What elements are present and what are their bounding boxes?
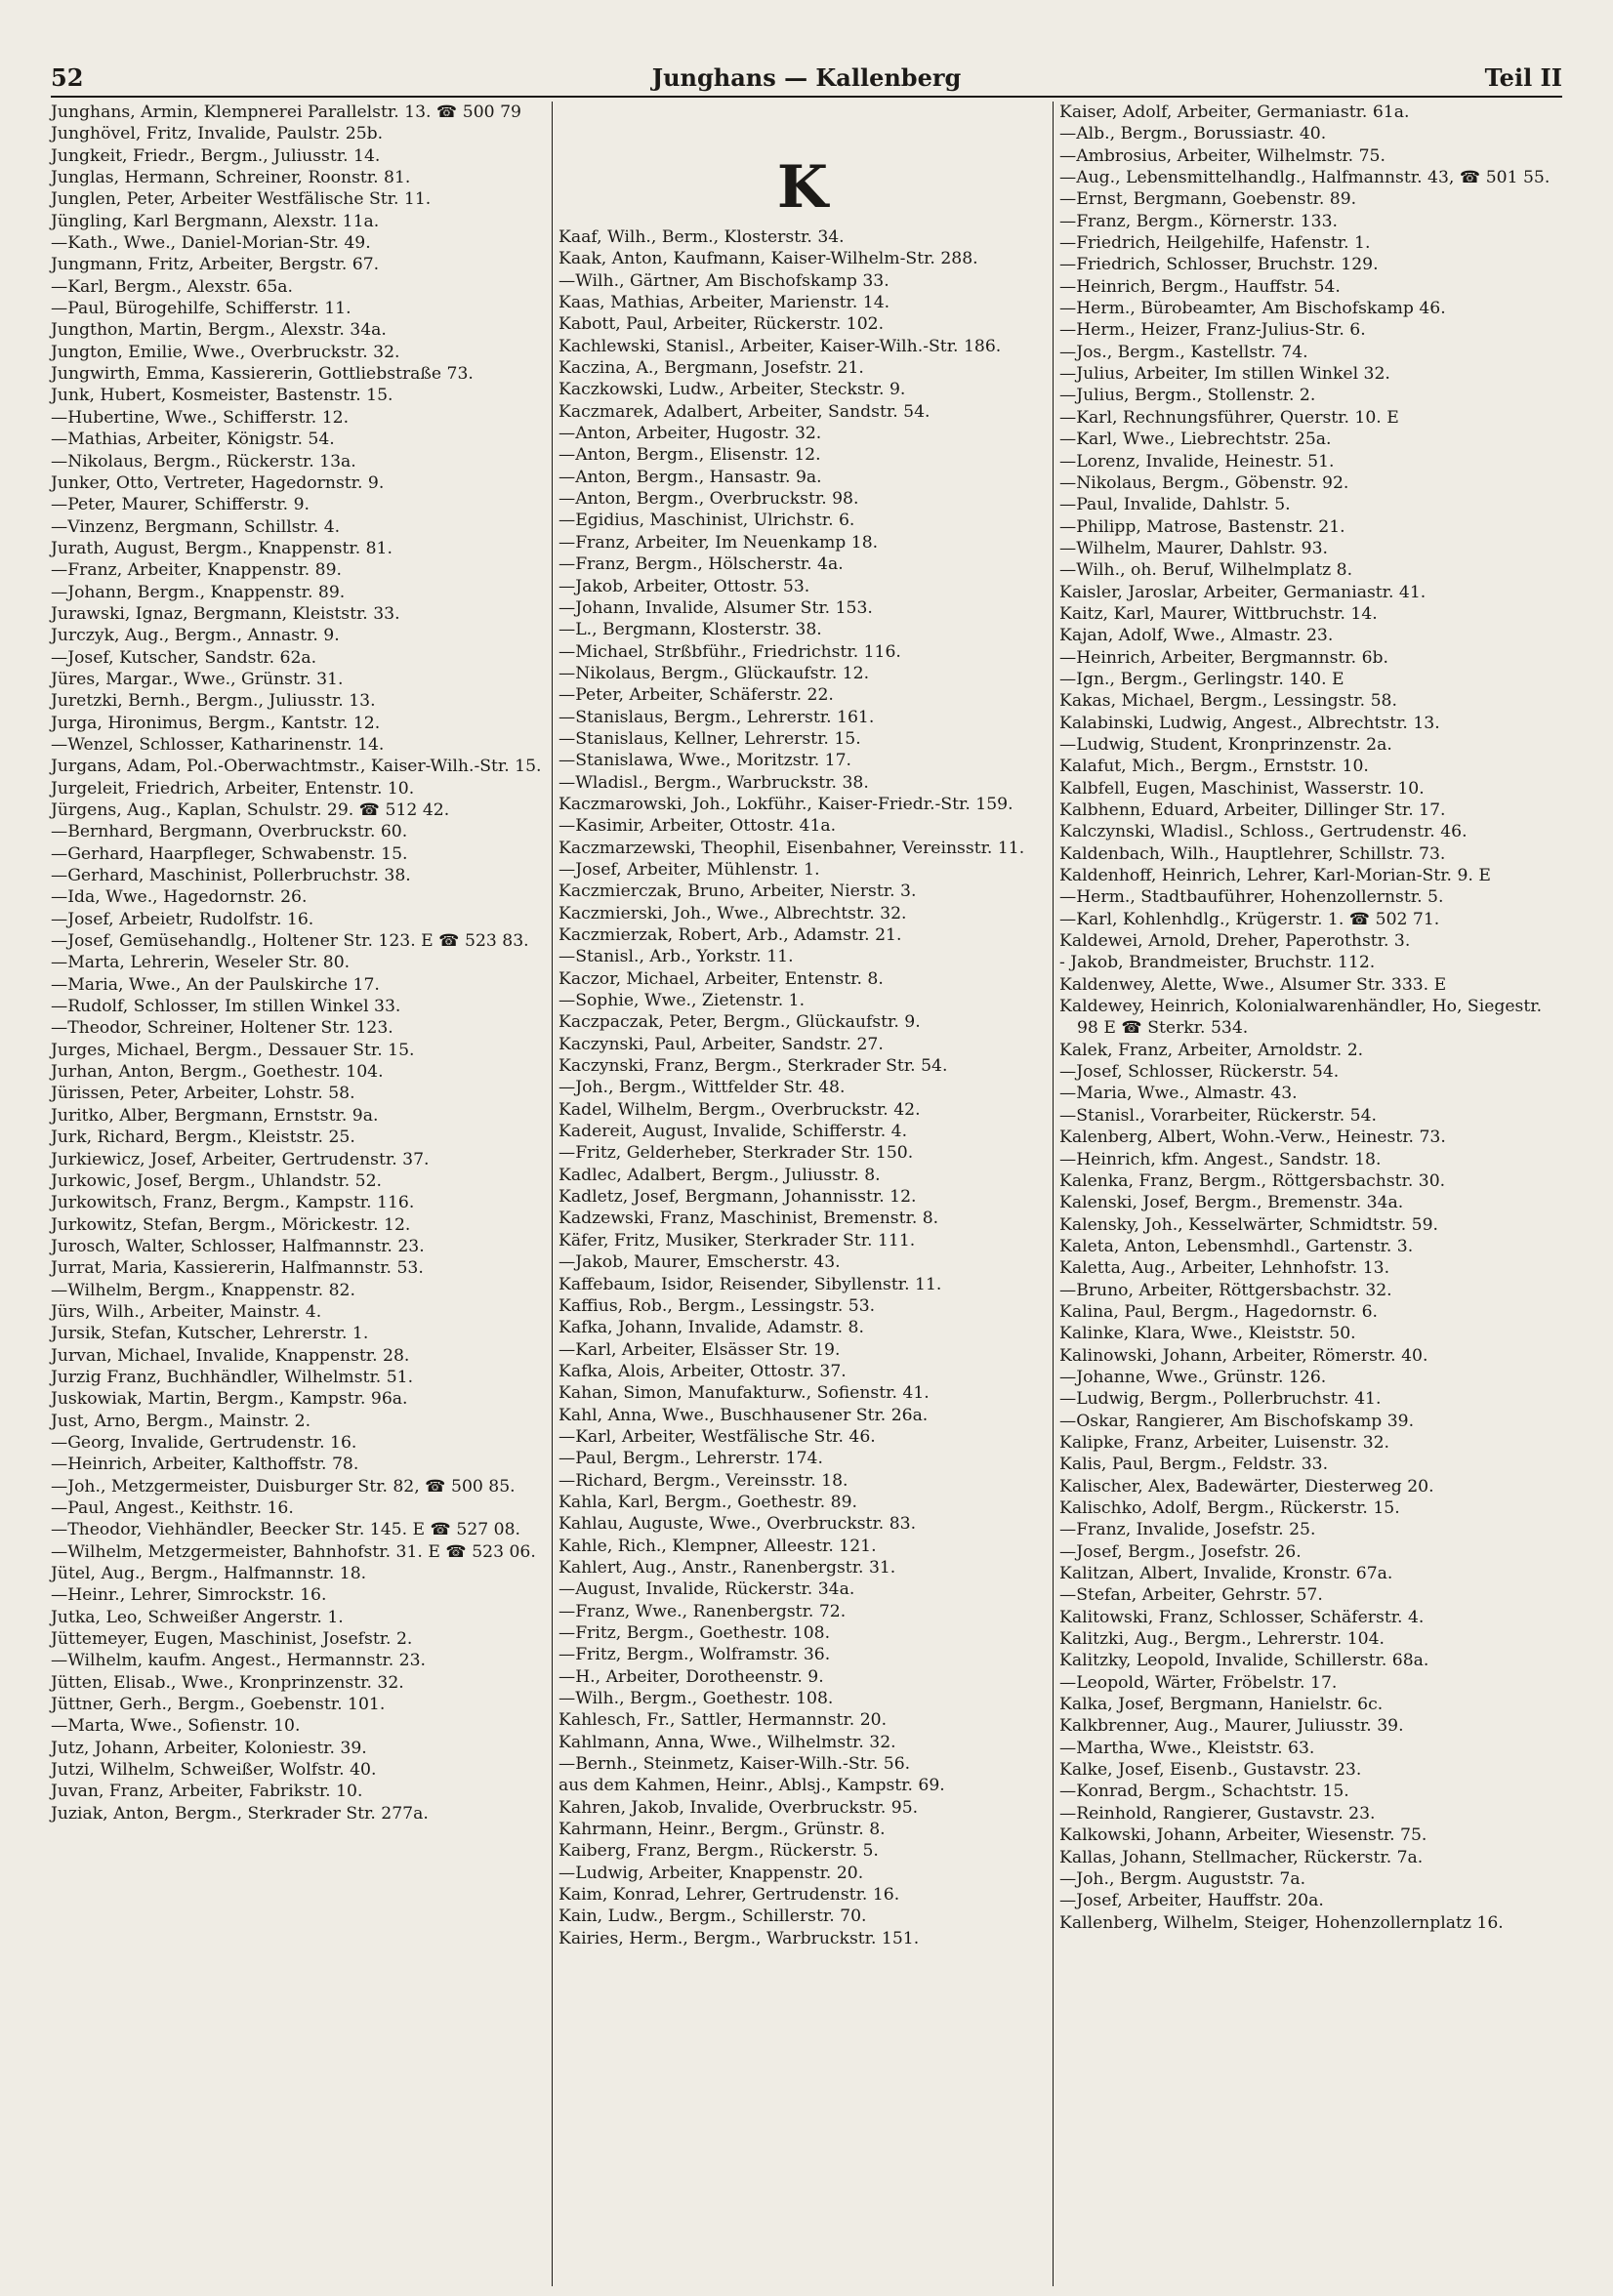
- directory-entry: Kalczynski, Wladisl., Schloss., Gertrudenstr. 46.: [1059, 822, 1468, 842]
- directory-entry: Kalipke, Franz, Arbeiter, Luisenstr. 32.: [1059, 1432, 1390, 1453]
- directory-entry: —Franz, Arbeiter, Knappenstr. 89.: [51, 560, 342, 581]
- directory-entry: —Gerhard, Maschinist, Pollerbruchstr. 38.: [51, 866, 411, 886]
- directory-entry: —Karl, Wwe., Liebrechtstr. 25a.: [1059, 430, 1332, 450]
- directory-entry: —Alb., Bergm., Borussiastr. 40.: [1059, 124, 1327, 144]
- directory-entry: Kachlewski, Stanisl., Arbeiter, Kaiser-Wilh.-Str. 186.: [558, 336, 1002, 356]
- directory-entry: —Maria, Wwe., An der Paulskirche 17.: [51, 974, 380, 995]
- directory-entry: —Heinrich, Arbeiter, Kalthoffstr. 78.: [51, 1455, 359, 1475]
- directory-entry: Kaczpaczak, Peter, Bergm., Glückaufstr. 9.: [558, 1012, 921, 1033]
- directory-entry: —Nikolaus, Bergm., Rückerstr. 13a.: [51, 451, 356, 472]
- directory-entry: —Joh., Bergm., Wittfelder Str. 48.: [558, 1078, 846, 1098]
- directory-entry: —Stanislawa, Wwe., Moritzstr. 17.: [558, 751, 852, 771]
- directory-entry: Kalinowski, Johann, Arbeiter, Römerstr. 40.: [1059, 1345, 1428, 1366]
- directory-entry: —Josef, Schlosser, Rückerstr. 54.: [1059, 1062, 1340, 1083]
- directory-entry: —Karl, Bergm., Alexstr. 65a.: [51, 276, 293, 297]
- directory-entry: Kaczmarek, Adalbert, Arbeiter, Sandstr. 54.: [558, 401, 931, 422]
- directory-entry: —Ludwig, Student, Kronprinzenstr. 2a.: [1059, 734, 1392, 755]
- directory-entry: —Jakob, Maurer, Emscherstr. 43.: [558, 1252, 841, 1273]
- running-title: Junghans — Kallenberg: [651, 63, 962, 92]
- directory-entry: Jurczyk, Aug., Bergm., Annastr. 9.: [51, 626, 340, 646]
- directory-entry: Kadlec, Adalbert, Bergm., Juliusstr. 8.: [558, 1165, 881, 1185]
- directory-entry: —Franz, Bergm., Körnerstr. 133.: [1059, 211, 1338, 231]
- directory-entry: —Kasimir, Arbeiter, Ottostr. 41a.: [558, 816, 837, 837]
- directory-entry: Kaczmierzak, Robert, Arb., Adamstr. 21.: [558, 925, 902, 945]
- directory-entry: Kaisler, Jaroslar, Arbeiter, Germaniastr. 41.: [1059, 582, 1427, 602]
- directory-entry: Jurzig Franz, Buchhändler, Wilhelmstr. 51.: [51, 1367, 414, 1387]
- directory-entry: —Stefan, Arbeiter, Gehrstr. 57.: [1059, 1585, 1323, 1606]
- directory-entry: —Leopold, Wärter, Fröbelstr. 17.: [1059, 1672, 1338, 1693]
- directory-entry: Jurga, Hironimus, Bergm., Kantstr. 12.: [51, 713, 381, 733]
- directory-entry: Kallenberg, Wilhelm, Steiger, Hohenzollernplatz 16.: [1059, 1912, 1504, 1933]
- directory-entry: Kaffius, Rob., Bergm., Lessingstr. 53.: [558, 1295, 876, 1316]
- directory-entry: —Wilhelm, Maurer, Dahlstr. 93.: [1059, 538, 1328, 558]
- section-letter-block: [558, 102, 1047, 226]
- directory-entry: —Ludwig, Bergm., Pollerbruchstr. 41.: [1059, 1389, 1382, 1410]
- directory-entry: —Bruno, Arbeiter, Röttgersbachstr. 32.: [1059, 1280, 1392, 1300]
- directory-entry: —Maria, Wwe., Almastr. 43.: [1059, 1084, 1298, 1104]
- directory-entry: Jütten, Elisab., Wwe., Kronprinzenstr. 32.: [51, 1672, 404, 1693]
- directory-entry: —Karl, Kohlenhdlg., Krügerstr. 1. ☎ 502 71.: [1059, 909, 1440, 929]
- directory-entry: Junk, Hubert, Kosmeister, Bastenstr. 15.: [51, 386, 393, 406]
- directory-entry: Kalka, Josef, Bergmann, Hanielstr. 6c.: [1059, 1695, 1384, 1715]
- directory-entry: —H., Arbeiter, Dorotheenstr. 9.: [558, 1666, 824, 1687]
- directory-entry: —Ambrosius, Arbeiter, Wilhelmstr. 75.: [1059, 145, 1386, 166]
- directory-entry: Kaldenwey, Alette, Wwe., Alsumer Str. 333. E: [1059, 974, 1447, 995]
- directory-entry: —Josef, Kutscher, Sandstr. 62a.: [51, 647, 317, 668]
- directory-entry: Jutz, Johann, Arbeiter, Koloniestr. 39.: [51, 1738, 367, 1758]
- directory-entry: Kahlau, Auguste, Wwe., Overbruckstr. 83.: [558, 1514, 917, 1535]
- directory-entry: Jungthon, Martin, Bergm., Alexstr. 34a.: [51, 320, 387, 341]
- directory-entry: —Ign., Bergm., Gerlingstr. 140. E: [1059, 669, 1344, 689]
- directory-entry: Kalis, Paul, Bergm., Feldstr. 33.: [1059, 1455, 1329, 1475]
- directory-entry: —Bernhard, Bergmann, Overbruckstr. 60.: [51, 822, 408, 842]
- directory-entry: Kalischer, Alex, Badewärter, Diesterweg 20.: [1059, 1476, 1434, 1496]
- directory-entry: —Stanislaus, Bergm., Lehrerstr. 161.: [558, 707, 875, 727]
- directory-entry: —Gerhard, Haarpfleger, Schwabenstr. 15.: [51, 843, 408, 864]
- directory-entry: Kafka, Alois, Arbeiter, Ottostr. 37.: [558, 1361, 847, 1381]
- directory-entry: Kadel, Wilhelm, Bergm., Overbruckstr. 42.: [558, 1099, 921, 1120]
- directory-entry: —Julius, Arbeiter, Im stillen Winkel 32.: [1059, 364, 1390, 385]
- directory-entry: —Josef, Gemüsehandlg., Holtener Str. 123. E ☎ 523 83.: [51, 931, 529, 952]
- column-3: [1059, 102, 1562, 1934]
- directory-entry: Jurkowic, Josef, Bergm., Uhlandstr. 52.: [51, 1170, 382, 1191]
- directory-entry: Kalenski, Josef, Bergm., Bremenstr. 34a.: [1059, 1193, 1404, 1213]
- directory-entry: —Herm., Heizer, Franz-Julius-Str. 6.: [1059, 320, 1366, 341]
- directory-entry: Kaczynski, Franz, Bergm., Sterkrader Str. 54.: [558, 1056, 948, 1077]
- directory-entry: —Martha, Wwe., Kleiststr. 63.: [1059, 1738, 1315, 1758]
- directory-entry: —Franz, Invalide, Josefstr. 25.: [1059, 1520, 1316, 1540]
- directory-entry: Kalkowski, Johann, Arbeiter, Wiesenstr. 75.: [1059, 1825, 1427, 1846]
- directory-entry: Junglas, Hermann, Schreiner, Roonstr. 81.: [51, 168, 411, 188]
- directory-entry: Kaldenhoff, Heinrich, Lehrer, Karl-Morian-Str. 9. E: [1059, 866, 1491, 886]
- directory-entry: —Fritz, Bergm., Wolframstr. 36.: [558, 1645, 831, 1665]
- directory-entry: —Anton, Bergm., Overbruckstr. 98.: [558, 489, 859, 510]
- directory-entry: Juziak, Anton, Bergm., Sterkrader Str. 277a.: [51, 1803, 429, 1824]
- directory-entry: Kahlert, Aug., Anstr., Ranenbergstr. 31.: [558, 1557, 896, 1578]
- directory-entry: Kaaf, Wilh., Berm., Klosterstr. 34.: [558, 227, 845, 247]
- directory-entry: Jurath, August, Bergm., Knappenstr. 81.: [51, 538, 393, 558]
- directory-entry: —Johann, Bergm., Knappenstr. 89.: [51, 582, 346, 602]
- directory-entry: Kahren, Jakob, Invalide, Overbruckstr. 95.: [558, 1797, 919, 1818]
- directory-entry: —Friedrich, Schlosser, Bruchstr. 129.: [1059, 255, 1379, 275]
- directory-entry: Käfer, Fritz, Musiker, Sterkrader Str. 111.: [558, 1230, 916, 1250]
- directory-entry: Jüttner, Gerh., Bergm., Goebenstr. 101.: [51, 1695, 386, 1715]
- directory-entry: —Friedrich, Heilgehilfe, Hafenstr. 1.: [1059, 233, 1371, 254]
- directory-entry: Kadletz, Josef, Bergmann, Johannisstr. 12.: [558, 1187, 917, 1208]
- directory-entry: —Joh., Bergm. Auguststr. 7a.: [1059, 1868, 1306, 1889]
- directory-entry: Jurgeleit, Friedrich, Arbeiter, Entenstr. 10.: [51, 778, 415, 799]
- column-divider: [552, 102, 553, 2286]
- directory-entry: —Paul, Invalide, Dahlstr. 5.: [1059, 495, 1291, 515]
- directory-entry: Kalke, Josef, Eisenb., Gustavstr. 23.: [1059, 1760, 1362, 1781]
- directory-entry: Kairies, Herm., Bergm., Warbruckstr. 151.: [558, 1928, 920, 1948]
- directory-entry: —Stanisl., Vorarbeiter, Rückerstr. 54.: [1059, 1105, 1378, 1126]
- directory-entry: —Franz, Wwe., Ranenbergstr. 72.: [558, 1601, 847, 1621]
- directory-entry: —Marta, Wwe., Sofienstr. 10.: [51, 1716, 301, 1737]
- directory-entry: —Wilh., oh. Beruf, Wilhelmplatz 8.: [1059, 560, 1353, 581]
- directory-entry: Kahlesch, Fr., Sattler, Hermannstr. 20.: [558, 1710, 888, 1731]
- directory-entry: —Wladisl., Bergm., Warbruckstr. 38.: [558, 772, 869, 793]
- directory-entry: Kalischko, Adolf, Bergm., Rückerstr. 15.: [1059, 1498, 1400, 1518]
- directory-entry: Jurkiewicz, Josef, Arbeiter, Gertrudenstr. 37.: [51, 1149, 430, 1169]
- directory-entry: Jurosch, Walter, Schlosser, Halfmannstr. 23.: [51, 1236, 425, 1256]
- directory-entry: Kaczmarzewski, Theophil, Eisenbahner, Vereinsstr. 11.: [558, 838, 1025, 858]
- column-1: [51, 102, 547, 1824]
- directory-entry: Jüres, Margar., Wwe., Grünstr. 31.: [51, 669, 344, 689]
- directory-entry: Kalitzki, Aug., Bergm., Lehrerstr. 104.: [1059, 1629, 1385, 1650]
- directory-entry: —Peter, Arbeiter, Schäferstr. 22.: [558, 685, 834, 706]
- directory-entry: —Joh., Metzgermeister, Duisburger Str. 82, ☎ 500 85.: [51, 1476, 516, 1496]
- directory-entry: —Franz, Arbeiter, Im Neuenkamp 18.: [558, 532, 879, 553]
- directory-entry: —Josef, Arbeiter, Hauffstr. 20a.: [1059, 1891, 1324, 1911]
- directory-entry: Kafka, Johann, Invalide, Adamstr. 8.: [558, 1318, 864, 1338]
- directory-entry: —Johann, Invalide, Alsumer Str. 153.: [558, 597, 873, 618]
- directory-entry: Kabott, Paul, Arbeiter, Rückerstr. 102.: [558, 314, 885, 335]
- directory-entry: —Peter, Maurer, Schifferstr. 9.: [51, 495, 310, 515]
- directory-entry: Kalitzky, Leopold, Invalide, Schillerstr. 68a.: [1059, 1651, 1429, 1671]
- directory-entry: Jurk, Richard, Bergm., Kleiststr. 25.: [51, 1128, 355, 1148]
- directory-entry: —Theodor, Schreiner, Holtener Str. 123.: [51, 1018, 393, 1039]
- directory-entry: Jursik, Stefan, Kutscher, Lehrerstr. 1.: [51, 1324, 369, 1344]
- directory-entry: —Josef, Arbeiter, Mühlenstr. 1.: [558, 859, 820, 880]
- directory-entry: Kaczina, A., Bergmann, Josefstr. 21.: [558, 358, 864, 379]
- directory-entry: —Nikolaus, Bergm., Göbenstr. 92.: [1059, 472, 1349, 493]
- directory-entry: —Richard, Bergm., Vereinsstr. 18.: [558, 1470, 848, 1491]
- directory-entry: Kalenka, Franz, Bergm., Röttgersbachstr. 30.: [1059, 1170, 1446, 1191]
- directory-entry: Jürs, Wilh., Arbeiter, Mainstr. 4.: [51, 1301, 322, 1322]
- directory-entry: —Heinrich, Bergm., Hauffstr. 54.: [1059, 276, 1341, 297]
- directory-entry: Kaldewei, Arnold, Dreher, Paperothstr. 3.: [1059, 931, 1411, 952]
- directory-entry: Just, Arno, Bergm., Mainstr. 2.: [51, 1411, 311, 1431]
- directory-entry: —Wilh., Bergm., Goethestr. 108.: [558, 1689, 834, 1709]
- directory-entry: —Karl, Arbeiter, Westfälische Str. 46.: [558, 1426, 876, 1447]
- directory-entry: —Karl, Arbeiter, Elsässer Str. 19.: [558, 1339, 841, 1360]
- directory-entry: Jürgens, Aug., Kaplan, Schulstr. 29. ☎ 512 42.: [51, 800, 450, 820]
- directory-entry: Kalina, Paul, Bergm., Hagedornstr. 6.: [1059, 1301, 1378, 1322]
- directory-entry: Juritko, Alber, Bergmann, Ernststr. 9a.: [51, 1105, 379, 1126]
- directory-entry: Jüngling, Karl Bergmann, Alexstr. 11a.: [51, 211, 380, 231]
- directory-entry: —Reinhold, Rangierer, Gustavstr. 23.: [1059, 1803, 1376, 1824]
- directory-entry: Junghans, Armin, Klempnerei Parallelstr. 13. ☎ 500 79: [51, 102, 521, 122]
- directory-entry: Jutzi, Wilhelm, Schweißer, Wolfstr. 40.: [51, 1760, 377, 1781]
- directory-entry: —Heinr., Lehrer, Simrockstr. 16.: [51, 1585, 327, 1606]
- directory-entry: —Konrad, Bergm., Schachtstr. 15.: [1059, 1782, 1349, 1802]
- directory-entry: Kaleta, Anton, Lebensmhdl., Gartenstr. 3.: [1059, 1236, 1414, 1256]
- directory-entry: Kalinke, Klara, Wwe., Kleiststr. 50.: [1059, 1324, 1356, 1344]
- column-2: [558, 102, 1047, 1949]
- directory-entry: —Egidius, Maschinist, Ulrichstr. 6.: [558, 511, 855, 531]
- directory-entry: Jurkowitsch, Franz, Bergm., Kampstr. 116.: [51, 1193, 415, 1213]
- directory-entry: —Jos., Bergm., Kastellstr. 74.: [1059, 342, 1308, 362]
- directory-entry: Kaiberg, Franz, Bergm., Rückerstr. 5.: [558, 1841, 879, 1862]
- directory-entry: —August, Invalide, Rückerstr. 34a.: [558, 1579, 855, 1600]
- directory-entry: Kadzewski, Franz, Maschinist, Bremenstr. 8.: [558, 1209, 939, 1229]
- page-number: 52: [51, 63, 84, 92]
- directory-entry: —Vinzenz, Bergmann, Schillstr. 4.: [51, 516, 341, 537]
- directory-entry: —Julius, Bergm., Stollenstr. 2.: [1059, 386, 1316, 406]
- directory-entry: Kalbhenn, Eduard, Arbeiter, Dillinger Str. 17.: [1059, 800, 1446, 820]
- directory-entry: Kaldenbach, Wilh., Hauptlehrer, Schillstr. 73.: [1059, 843, 1446, 864]
- directory-entry: —Fritz, Bergm., Goethestr. 108.: [558, 1623, 831, 1643]
- directory-entry: —Herm., Stadtbauführer, Hohenzollernstr. 5.: [1059, 887, 1444, 908]
- directory-entry: Jungwirth, Emma, Kassiererin, Gottliebstraße 73.: [51, 364, 474, 385]
- directory-entry: —Lorenz, Invalide, Heinestr. 51.: [1059, 451, 1335, 472]
- directory-entry: Kalek, Franz, Arbeiter, Arnoldstr. 2.: [1059, 1040, 1364, 1060]
- directory-entry: —Rudolf, Schlosser, Im stillen Winkel 33.: [51, 997, 401, 1017]
- directory-entry: Jurges, Michael, Bergm., Dessauer Str. 15.: [51, 1040, 415, 1060]
- directory-entry: Jungmann, Fritz, Arbeiter, Bergstr. 67.: [51, 255, 380, 275]
- directory-entry: Kaim, Konrad, Lehrer, Gertrudenstr. 16.: [558, 1885, 900, 1906]
- directory-entry: Kahrmann, Heinr., Bergm., Grünstr. 8.: [558, 1820, 886, 1840]
- directory-entry: Kaczkowski, Ludw., Arbeiter, Steckstr. 9.: [558, 380, 906, 400]
- directory-entry: —Josef, Bergm., Josefstr. 26.: [1059, 1541, 1302, 1562]
- directory-entry: —Paul, Bürogehilfe, Schifferstr. 11.: [51, 299, 352, 319]
- directory-entry: Kaczmierski, Joh., Wwe., Albrechtstr. 32.: [558, 903, 907, 923]
- directory-entry: Kaak, Anton, Kaufmann, Kaiser-Wilhelm-Str. 288.: [558, 249, 978, 269]
- directory-entry: —Johanne, Wwe., Grünstr. 126.: [1059, 1367, 1327, 1387]
- directory-entry: Kaas, Mathias, Arbeiter, Marienstr. 14.: [558, 293, 890, 313]
- directory-entry: Kalenberg, Albert, Wohn.-Verw., Heinestr. 73.: [1059, 1128, 1446, 1148]
- directory-entry: —Heinrich, Arbeiter, Bergmannstr. 6b.: [1059, 647, 1388, 668]
- directory-entry: Kaczmierczak, Bruno, Arbeiter, Nierstr. 3.: [558, 882, 917, 902]
- directory-entry: Kajan, Adolf, Wwe., Almastr. 23.: [1059, 626, 1334, 646]
- directory-entry: —Wilhelm, Metzgermeister, Bahnhofstr. 31. E ☎ 523 06.: [51, 1541, 536, 1562]
- directory-entry: Kain, Ludw., Bergm., Schillerstr. 70.: [558, 1906, 867, 1927]
- directory-entry: Jungton, Emilie, Wwe., Overbruckstr. 32.: [51, 342, 400, 362]
- directory-entry: Jungkeit, Friedr., Bergm., Juliusstr. 14.: [51, 145, 381, 166]
- directory-entry: —Hubertine, Wwe., Schifferstr. 12.: [51, 407, 350, 428]
- directory-entry: Kaiser, Adolf, Arbeiter, Germaniastr. 61a.: [1059, 102, 1410, 122]
- directory-entry: Kaczynski, Paul, Arbeiter, Sandstr. 27.: [558, 1034, 884, 1054]
- directory-entry: —Stanislaus, Kellner, Lehrerstr. 15.: [558, 728, 861, 749]
- directory-entry: Jurhan, Anton, Bergm., Goethestr. 104.: [51, 1062, 384, 1083]
- column-divider: [1053, 102, 1054, 2286]
- directory-entry: —Oskar, Rangierer, Am Bischofskamp 39.: [1059, 1411, 1415, 1431]
- directory-entry: —Bernh., Steinmetz, Kaiser-Wilh.-Str. 56.: [558, 1754, 911, 1775]
- directory-entry: Jurrat, Maria, Kassiererin, Halfmannstr. 53.: [51, 1258, 424, 1279]
- directory-entry: aus dem Kahmen, Heinr., Ablsj., Kampstr. 69.: [558, 1776, 945, 1796]
- directory-entry: Jurawski, Ignaz, Bergmann, Kleiststr. 33.: [51, 603, 400, 624]
- directory-entry: —Georg, Invalide, Gertrudenstr. 16.: [51, 1432, 357, 1453]
- directory-entry: —Wenzel, Schlosser, Katharinenstr. 14.: [51, 734, 385, 755]
- directory-entry: —Jakob, Arbeiter, Ottostr. 53.: [558, 576, 810, 596]
- directory-entry: —Theodor, Viehhändler, Beecker Str. 145. E ☎ 527 08.: [51, 1520, 521, 1540]
- directory-entry: —Anton, Bergm., Hansastr. 9a.: [558, 467, 822, 487]
- directory-entry: Kaczor, Michael, Arbeiter, Entenstr. 8.: [558, 968, 884, 989]
- directory-entry: —L., Bergmann, Klosterstr. 38.: [558, 620, 822, 640]
- directory-entry: Kahle, Rich., Klempner, Alleestr. 121.: [558, 1536, 877, 1556]
- directory-entry: —Paul, Angest., Keithstr. 16.: [51, 1498, 294, 1518]
- directory-entry: —Stanisl., Arb., Yorkstr. 11.: [558, 947, 794, 967]
- directory-entry: —Sophie, Wwe., Zietenstr. 1.: [558, 991, 806, 1011]
- directory-entry: Kalabinski, Ludwig, Angest., Albrechtstr. 13.: [1059, 713, 1440, 733]
- directory-entry: —Heinrich, kfm. Angest., Sandstr. 18.: [1059, 1149, 1382, 1169]
- directory-entry: Jurkowitz, Stefan, Bergm., Mörickestr. 12.: [51, 1214, 411, 1235]
- directory-entry: Juskowiak, Martin, Bergm., Kampstr. 96a.: [51, 1389, 408, 1410]
- directory-entry: Kalafut, Mich., Bergm., Ernststr. 10.: [1059, 757, 1369, 777]
- directory-entry: —Josef, Arbeietr, Rudolfstr. 16.: [51, 909, 314, 929]
- directory-entry: —Anton, Bergm., Elisenstr. 12.: [558, 445, 821, 466]
- directory-entry: —Ludwig, Arbeiter, Knappenstr. 20.: [558, 1863, 864, 1883]
- directory-entry: Kahla, Karl, Bergm., Goethestr. 89.: [558, 1492, 857, 1512]
- directory-entry: —Marta, Lehrerin, Weseler Str. 80.: [51, 953, 351, 973]
- directory-entry: Kaffebaum, Isidor, Reisender, Sibyllenstr. 11.: [558, 1274, 942, 1294]
- directory-entry: —Ernst, Bergmann, Goebenstr. 89.: [1059, 189, 1357, 210]
- directory-entry: Jütel, Aug., Bergm., Halfmannstr. 18.: [51, 1564, 367, 1584]
- directory-entry: Juretzki, Bernh., Bergm., Juliusstr. 13.: [51, 691, 376, 712]
- directory-entry: —Franz, Bergm., Hölscherstr. 4a.: [558, 554, 844, 575]
- directory-entry: Kaldewey, Heinrich, Kolonialwarenhändler, Ho, Siegestr. 98 E ☎ Sterkr. 534.: [1059, 997, 1543, 1039]
- directory-entry: Juvan, Franz, Arbeiter, Fabrikstr. 10.: [51, 1782, 363, 1802]
- directory-entry: Kalensky, Joh., Kesselwärter, Schmidtstr. 59.: [1059, 1214, 1438, 1235]
- directory-entry: —Fritz, Gelderheber, Sterkrader Str. 150.: [558, 1143, 914, 1164]
- directory-entry: —Herm., Bürobeamter, Am Bischofskamp 46.: [1059, 299, 1446, 319]
- directory-entry: Jurgans, Adam, Pol.-Oberwachtmstr., Kaiser-Wilh.-Str. 15.: [51, 757, 542, 777]
- directory-entry: —Ida, Wwe., Hagedornstr. 26.: [51, 887, 308, 908]
- directory-entry: Kallas, Johann, Stellmacher, Rückerstr. 7a.: [1059, 1847, 1424, 1867]
- directory-entry: Kaczmarowski, Joh., Lokführ., Kaiser-Friedr.-Str. 159.: [558, 794, 1013, 814]
- directory-entry: Kaletta, Aug., Arbeiter, Lehnhofstr. 13.: [1059, 1258, 1390, 1279]
- directory-entry: Junghövel, Fritz, Invalide, Paulstr. 25b.: [51, 124, 384, 144]
- directory-entry: Kadereit, August, Invalide, Schifferstr. 4.: [558, 1122, 908, 1142]
- directory-entry: Junker, Otto, Vertreter, Hagedornstr. 9.: [51, 472, 385, 493]
- directory-entry: Kahlmann, Anna, Wwe., Wilhelmstr. 32.: [558, 1732, 896, 1752]
- directory-entry: —Paul, Bergm., Lehrerstr. 174.: [558, 1449, 823, 1469]
- page-header: [51, 57, 1562, 98]
- directory-entry: - Jakob, Brandmeister, Bruchstr. 112.: [1059, 953, 1376, 973]
- directory-entry: Kalkbrenner, Aug., Maurer, Juliusstr. 39.: [1059, 1716, 1404, 1737]
- directory-entry: —Philipp, Matrose, Bastenstr. 21.: [1059, 516, 1345, 537]
- directory-entry: Kahan, Simon, Manufakturw., Sofienstr. 41.: [558, 1383, 930, 1404]
- directory-entry: Jürissen, Peter, Arbeiter, Lohstr. 58.: [51, 1084, 355, 1104]
- directory-entry: —Kath., Wwe., Daniel-Morian-Str. 49.: [51, 233, 371, 254]
- directory-entry: Kahl, Anna, Wwe., Buschhausener Str. 26a.: [558, 1405, 929, 1425]
- directory-entry: —Wilh., Gärtner, Am Bischofskamp 33.: [558, 270, 889, 291]
- directory-entry: —Wilhelm, Bergm., Knappenstr. 82.: [51, 1280, 355, 1300]
- part-label: Teil II: [1484, 63, 1562, 92]
- section-letter: K: [776, 153, 829, 222]
- directory-entry: Kaitz, Karl, Maurer, Wittbruchstr. 14.: [1059, 603, 1378, 624]
- directory-entry: Junglen, Peter, Arbeiter Westfälische Str. 11.: [51, 189, 432, 210]
- directory-entry: —Mathias, Arbeiter, Königstr. 54.: [51, 430, 335, 450]
- directory-entry: Jutka, Leo, Schweißer Angerstr. 1.: [51, 1607, 344, 1627]
- directory-entry: Kalitowski, Franz, Schlosser, Schäferstr. 4.: [1059, 1607, 1425, 1627]
- directory-entry: Kalitzan, Albert, Invalide, Kronstr. 67a.: [1059, 1564, 1393, 1584]
- directory-entry: —Aug., Lebensmittelhandlg., Halfmannstr. 43, ☎ 501 55.: [1059, 168, 1551, 188]
- directory-entry: Kalbfell, Eugen, Maschinist, Wasserstr. 10.: [1059, 778, 1425, 799]
- directory-entry: Jüttemeyer, Eugen, Maschinist, Josefstr. 2.: [51, 1629, 413, 1650]
- directory-entry: —Anton, Arbeiter, Hugostr. 32.: [558, 424, 822, 444]
- directory-entry: —Nikolaus, Bergm., Glückaufstr. 12.: [558, 663, 870, 683]
- directory-entry: Kakas, Michael, Bergm., Lessingstr. 58.: [1059, 691, 1397, 712]
- directory-entry: Jurvan, Michael, Invalide, Knappenstr. 28.: [51, 1345, 410, 1366]
- directory-entry: —Wilhelm, kaufm. Angest., Hermannstr. 23.: [51, 1651, 426, 1671]
- directory-entry: —Michael, Strßbführ., Friedrichstr. 116.: [558, 641, 901, 662]
- directory-entry: —Karl, Rechnungsführer, Querstr. 10. E: [1059, 407, 1399, 428]
